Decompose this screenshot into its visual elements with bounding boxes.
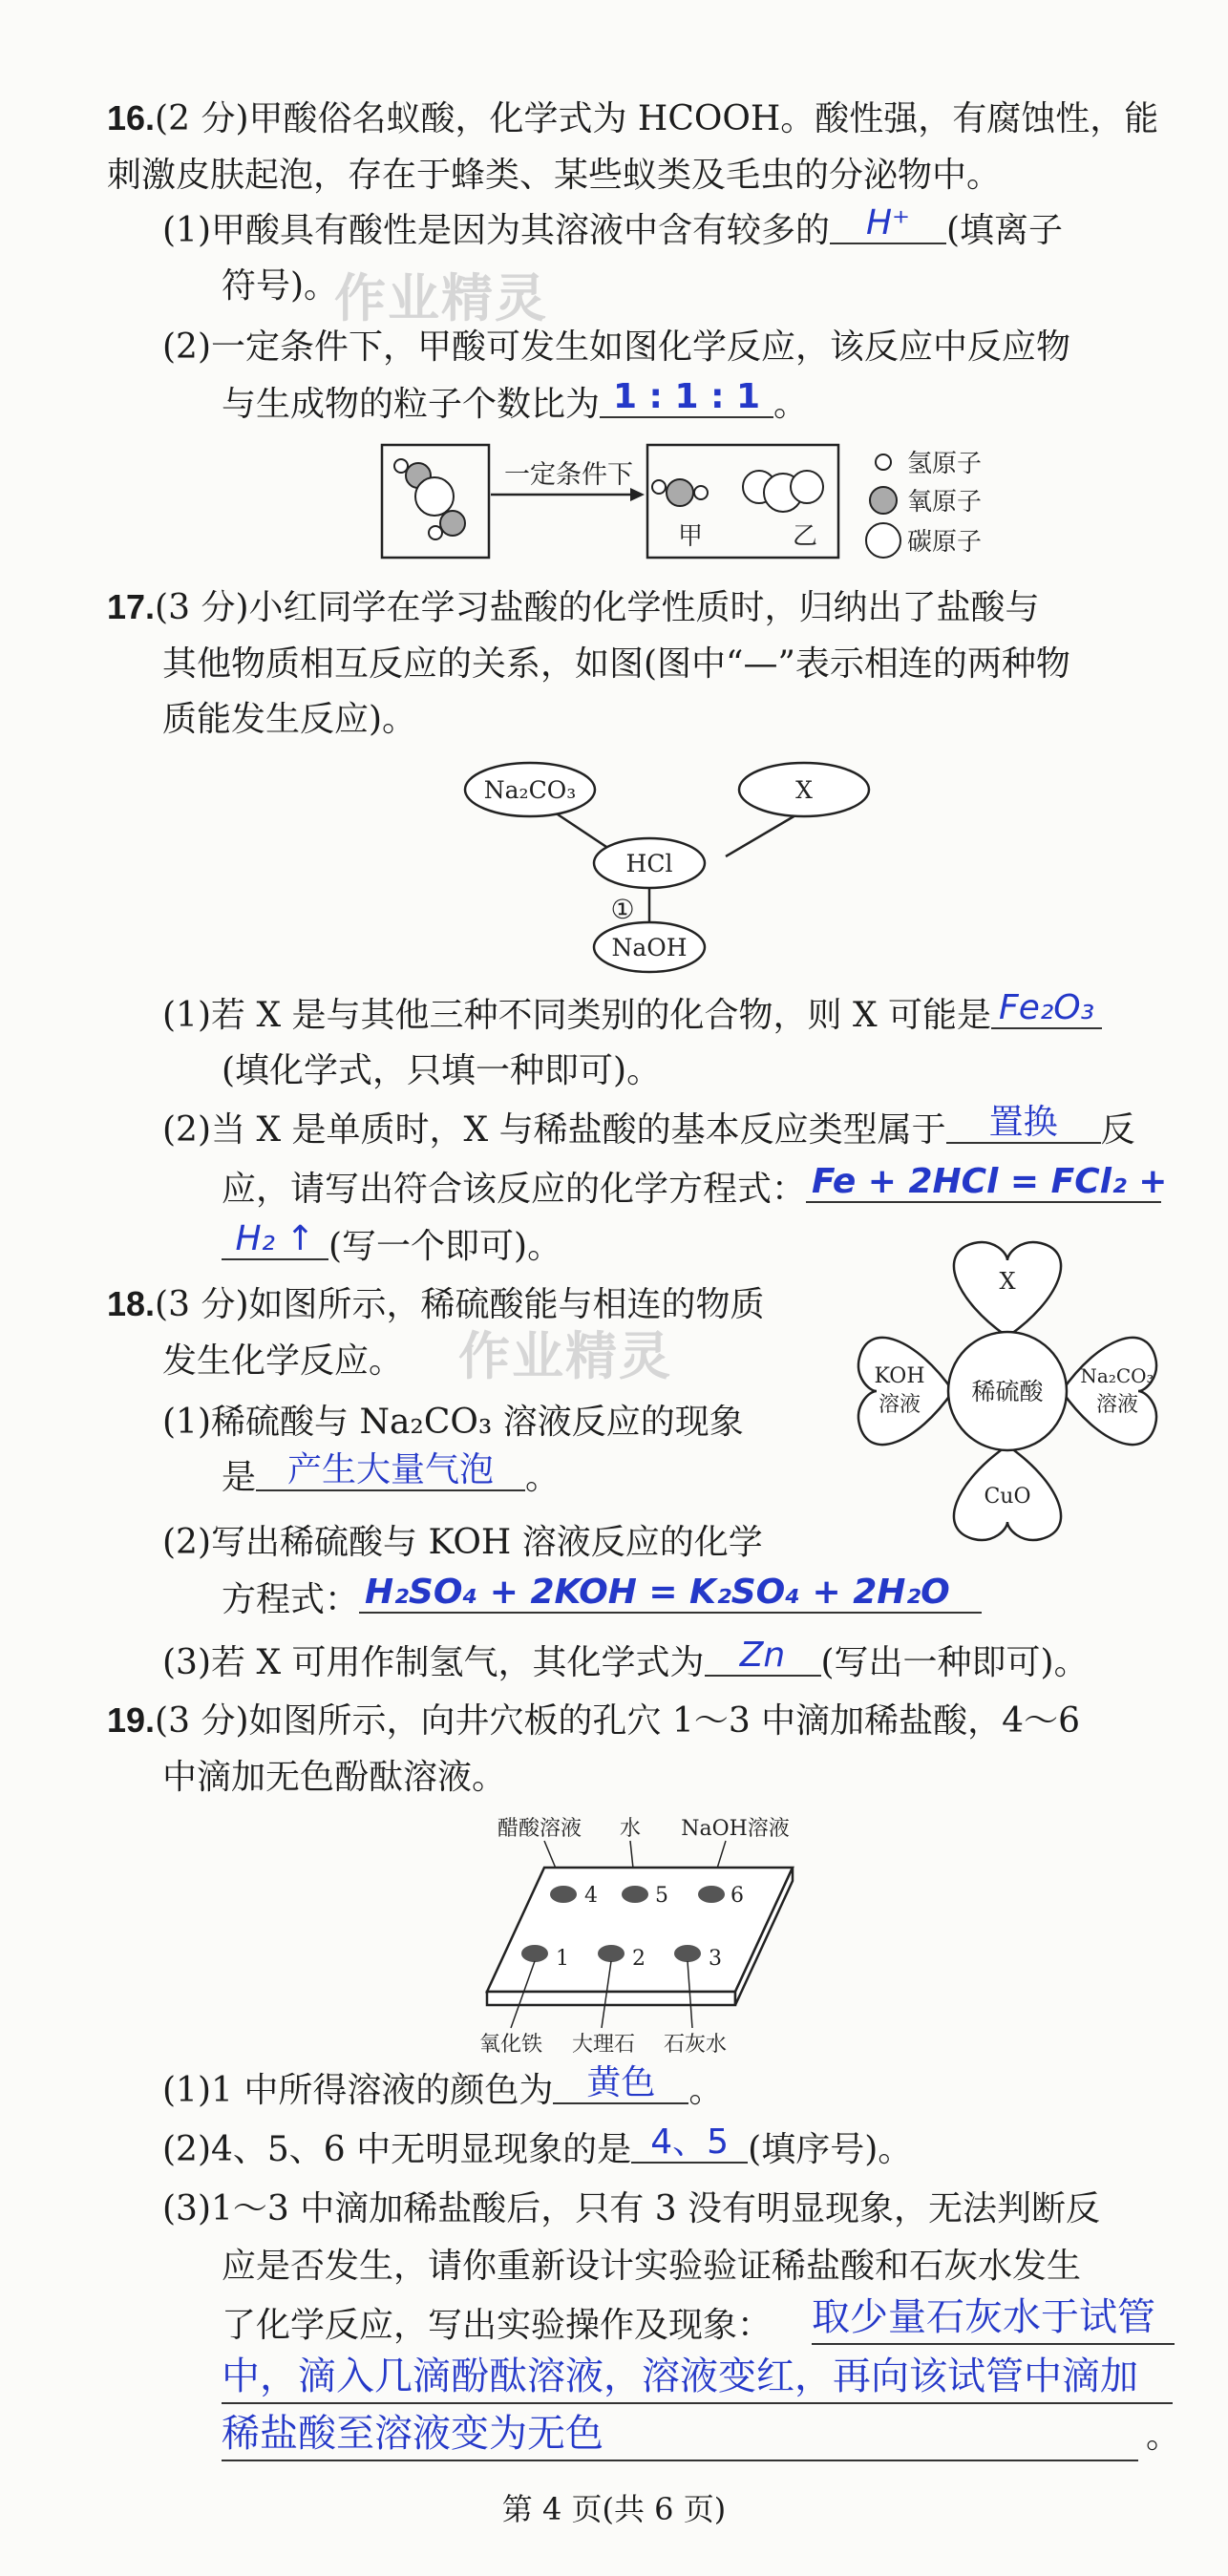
well-5: 5 [655, 1884, 668, 1908]
well-6: 6 [730, 1884, 744, 1908]
q17-line2: 其他物质相互反应的关系，如图(图中“—”表示相连的两种物 [162, 644, 1070, 684]
well-1: 1 [556, 1947, 569, 1971]
label-acetic-acid: 醋酸溶液 [497, 1817, 582, 1841]
q19-answer3-line1: 取少量石灰水于试管 [812, 2291, 1175, 2345]
q18-part3: (3)若 X 可用作制氢气，其化学式为 Zn (写出一种即可)。 [162, 1636, 1089, 1682]
q17-equation: Fe + 2HCl = FCl₂ + [806, 1163, 1161, 1203]
q18-line2: 发生化学反应。 [162, 1341, 404, 1381]
q19-number: 19. [107, 1700, 156, 1740]
q17-part1: (1)若 X 是与其他三种不同类别的化合物，则 X 可能是 Fe₂O₃ [162, 993, 1102, 1039]
clover-koh-solution: 溶液 [878, 1393, 921, 1417]
watermark-2: 作业精灵 [458, 1326, 672, 1386]
q19-part1: (1)1 中所得溶液的颜色为 黄色 。 [162, 2063, 724, 2110]
q17-answer1: Fe₂O₃ [991, 989, 1102, 1029]
q17-part2-c: 应，请写出符合该反应的化学方程式： Fe + 2HCl = FCl₂ + [222, 1162, 1168, 1209]
q16-part2: (2)一定条件下，甲酸可发生如图化学反应，该反应中反应物 [162, 327, 1070, 367]
q16-line2: 刺激皮肤起泡，存在于蜂类、某些蚁类及毛虫的分泌物中。 [107, 156, 1002, 195]
legend-oxygen: 氧原子 [907, 488, 983, 517]
q16-part2-b: 与生成物的粒子个数比为 1 : 1 : 1 。 [222, 377, 809, 424]
clover-na2co3: Na₂CO₃ [1080, 1364, 1154, 1387]
q19-answer2: 4、5 [631, 2123, 748, 2164]
label-marble: 大理石 [571, 2033, 636, 2057]
clover-na2co3-solution: 溶液 [1095, 1393, 1139, 1417]
q19-answer1: 黄色 [553, 2064, 688, 2104]
q18-line1: 18.(3 分)如图所示，稀硫酸能与相连的物质 [107, 1284, 765, 1324]
clover-x: X [999, 1268, 1016, 1295]
q16-answer1: H⁺ [830, 204, 946, 244]
q18-clover-diagram [840, 1224, 1175, 1558]
label-naoh-solution: NaOH溶液 [681, 1817, 790, 1841]
q19-part3-a: (3)1～3 中滴加稀盐酸后，只有 3 没有明显现象，无法判断反 [162, 2189, 1101, 2228]
arrow-condition-label: 一定条件下 [504, 460, 633, 490]
q16-number: 16. [107, 98, 156, 137]
node-x: X [795, 776, 813, 804]
q19-answer3-line3: 稀盐酸至溶液变为无色 [222, 2408, 1138, 2461]
well-3: 3 [709, 1947, 722, 1971]
q19-part3-end: 。 [1146, 2417, 1181, 2456]
q18-part2-b: 方程式： H₂SO₄ + 2KOH = K₂SO₄ + 2H₂O [222, 1577, 982, 1623]
q16-reaction-diagram [372, 437, 1041, 571]
q17-part1-b: (填化学式，只填一种即可)。 [222, 1051, 662, 1090]
well-4: 4 [584, 1884, 598, 1908]
legend-carbon: 碳原子 [907, 528, 983, 557]
product-jia-label: 甲 [678, 522, 704, 551]
page-footer: 第 4 页(共 6 页) [501, 2491, 727, 2527]
q18-part1: (1)稀硫酸与 Na₂CO₃ 溶液反应的现象 [162, 1403, 744, 1442]
clover-dilute-h2so4: 稀硫酸 [971, 1378, 1044, 1405]
q19-line1: 19.(3 分)如图所示，向井穴板的孔穴 1～3 中滴加稀盐酸，4～6 [107, 1700, 1080, 1741]
clover-koh: KOH [874, 1364, 925, 1388]
q17-part2-d: H₂ ↑ (写一个即可)。 [222, 1224, 561, 1270]
q17-line1: 17.(3 分)小红同学在学习盐酸的化学性质时，归纳出了盐酸与 [107, 587, 1040, 627]
q17-number: 17. [107, 587, 156, 626]
q17-hcl-diagram [458, 756, 898, 976]
label-limewater: 石灰水 [663, 2033, 728, 2057]
label-water: 水 [619, 1817, 642, 1841]
q17-answer2: 置换 [946, 1104, 1101, 1144]
q17-line3: 质能发生反应)。 [162, 700, 417, 739]
product-yi-label: 乙 [793, 522, 818, 551]
legend-hydrogen: 氢原子 [907, 450, 983, 478]
q19-part2: (2)4、5、6 中无明显现象的是 4、5 (填序号)。 [162, 2122, 913, 2169]
q17-equation-cont: H₂ ↑ [222, 1220, 328, 1260]
node-hcl: HCl [625, 850, 673, 877]
q16-line1: 16.(2 分)甲酸俗名蚁酸，化学式为 HCOOH。酸性强，有腐蚀性，能 [107, 98, 1159, 138]
q18-number: 18. [107, 1284, 156, 1323]
q19-part3-c: 了化学反应，写出实验操作及现象： [222, 2306, 773, 2345]
q18-part1-b: 是 产生大量气泡 。 [222, 1450, 561, 1497]
q18-part2: (2)写出稀硫酸与 KOH 溶液反应的化学 [162, 1523, 763, 1562]
watermark: 作业精灵 [334, 268, 548, 328]
node-na2co3: Na₂CO₃ [483, 776, 577, 804]
q16-part1: (1)甲酸具有酸性是因为其溶液中含有较多的 H⁺ (填离子 [162, 203, 1064, 250]
q18-answer1: 产生大量气泡 [256, 1451, 525, 1491]
q17-part2: (2)当 X 是单质时，X 与稀盐酸的基本反应类型属于 置换 反 [162, 1103, 1135, 1150]
clover-cuo: CuO [984, 1485, 1031, 1509]
q18-answer3: Zn [705, 1636, 821, 1677]
well-2: 2 [632, 1947, 646, 1971]
q16-answer2: 1 : 1 : 1 [600, 378, 773, 418]
q16-part1-end: 符号)。 [222, 266, 339, 306]
q18-answer2: H₂SO₄ + 2KOH = K₂SO₄ + 2H₂O [359, 1573, 982, 1614]
q19-part3-b: 应是否发生，请你重新设计实验验证稀盐酸和石灰水发生 [222, 2247, 1082, 2286]
q19-answer3-line2: 中，滴入几滴酚酞溶液，溶液变红，再向该试管中滴加 [222, 2351, 1173, 2404]
q19-well-plate-diagram [468, 1810, 869, 2059]
label-iron-oxide: 氧化铁 [478, 2033, 543, 2057]
node-naoh: NaOH [611, 934, 688, 961]
q19-line2: 中滴加无色酚酞溶液。 [162, 1758, 507, 1797]
reaction-mark-1: ① [610, 894, 635, 925]
